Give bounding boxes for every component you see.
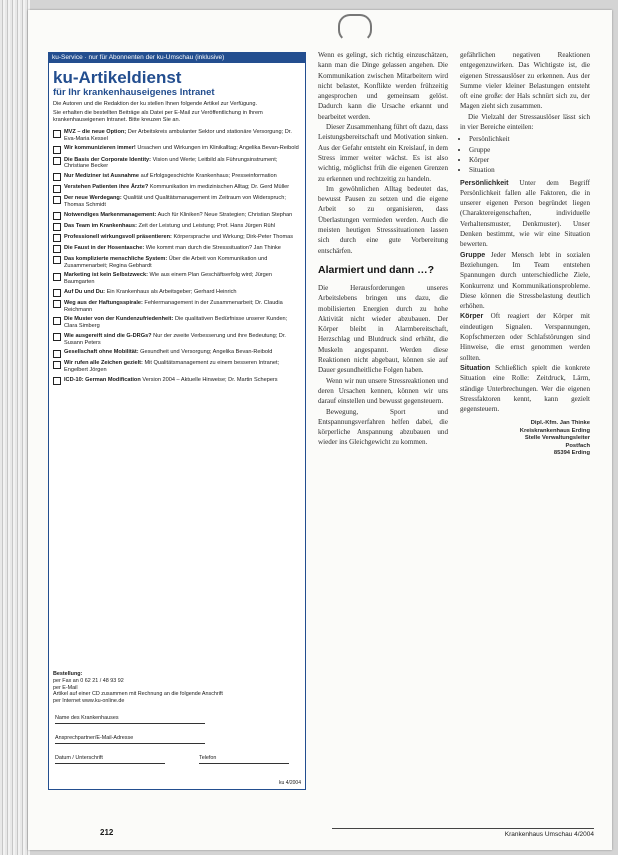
article-checkbox[interactable] bbox=[53, 256, 61, 264]
article-desc: Über die Arbeit von Kommunikation und Zusammenarbeit; Regina Gebhardt bbox=[64, 255, 268, 269]
signature-field[interactable]: Datum / Unterschrift bbox=[55, 755, 165, 764]
text-column-2 bbox=[460, 50, 590, 458]
article-title: Wir kommunizieren immer! bbox=[64, 145, 136, 152]
order-option: Artikel auf einer CD zusammen mit Rechnung an die folgende Anschrift bbox=[53, 691, 223, 698]
article-item[interactable] bbox=[53, 145, 301, 154]
list-item: • Körper bbox=[469, 155, 590, 165]
article-text bbox=[64, 195, 301, 209]
list-item: • Gruppe bbox=[469, 145, 590, 155]
intro-line: Die Autoren und die Redaktion der ku stellen Ihnen folgende Artikel zur Verfügung. bbox=[53, 101, 257, 107]
article-list bbox=[49, 126, 305, 385]
paper-clip bbox=[338, 14, 372, 42]
article-text bbox=[64, 349, 272, 358]
paragraph: Die Vielzahl der Stressauslöser lässt sich in vier Bereiche einteilen: bbox=[460, 112, 590, 132]
article-item[interactable] bbox=[53, 157, 301, 171]
article-title: Die Muster von der Kundenzufriedenheit: bbox=[64, 316, 174, 323]
hospital-name-field[interactable]: Name des Krankenhauses bbox=[55, 715, 205, 724]
article-desc: Wie kommt man durch die Stresssituation? Jan Thinke bbox=[145, 244, 281, 251]
contact-field[interactable]: Ansprechpartner/E-Mail-Adresse bbox=[55, 735, 205, 744]
article-title: Der neue Werdegang: bbox=[64, 195, 122, 202]
article-item[interactable] bbox=[53, 245, 301, 254]
binder-edge bbox=[0, 0, 30, 855]
author-signature bbox=[460, 420, 590, 458]
article-checkbox[interactable] bbox=[53, 185, 61, 193]
article-title: Weg aus der Haftungsspirale: bbox=[64, 299, 143, 306]
article-text bbox=[64, 157, 301, 171]
article-desc: Wie aus einem Plan Geschäftserfolg wird; Jürgen Baumgarten bbox=[64, 272, 272, 286]
sig-line: Kreiskrankenhaus Erding bbox=[519, 427, 590, 434]
article-checkbox[interactable] bbox=[53, 196, 61, 204]
article-checkbox[interactable] bbox=[53, 234, 61, 242]
article-text bbox=[64, 300, 301, 314]
order-option: per Internet www.ku-online.de bbox=[53, 698, 125, 705]
article-desc: Nur der zweite Verbesserung und ihre Bedeutung; Dr. Susann Peters bbox=[64, 332, 286, 346]
article-text bbox=[64, 333, 301, 347]
article-title: Gesellschaft ohne Mobilität: bbox=[64, 349, 139, 355]
article-text bbox=[64, 129, 301, 143]
article-text bbox=[64, 173, 277, 182]
article-desc: Qualität und Qualitätsmanagement im Zeitraum von Widerspruch; Thomas Schmidt bbox=[64, 195, 286, 208]
article-checkbox[interactable] bbox=[53, 223, 61, 231]
list-item: • Persönlichkeit bbox=[469, 134, 590, 144]
footer-text: Krankenhaus Umschau 4/2004 bbox=[504, 831, 594, 838]
article-checkbox[interactable] bbox=[53, 157, 61, 165]
article-item[interactable] bbox=[53, 234, 301, 243]
article-text bbox=[64, 184, 289, 193]
article-checkbox[interactable] bbox=[53, 245, 61, 253]
article-title: Marketing ist kein Selbstzweck: bbox=[64, 272, 148, 279]
sig-line: Dipl.-Kfm. Jan Thinke bbox=[530, 420, 590, 427]
article-item[interactable] bbox=[53, 349, 301, 358]
article-desc: Vision und Werte; Leitbild als Führungsinstrument; Christiane Becker bbox=[64, 156, 278, 170]
article-checkbox[interactable] bbox=[53, 130, 61, 138]
sig-line: 85394 Erding bbox=[553, 450, 590, 457]
paragraph: Schließlich spielt die konkrete Situation eine Rolle: Zeitdruck, Lärm, ständige Unterbrechungen. Wer die eigenen Stressfaktoren kennt, kann gezielt gegensteuern. bbox=[460, 363, 590, 414]
sig-line: Postfach bbox=[565, 442, 590, 449]
order-label: Bestellung: bbox=[53, 671, 83, 677]
article-text bbox=[64, 234, 293, 243]
paragraph: Im gewöhnlichen Alltag bedeutet das, bewusst Pausen zu setzen und die eigene Arbeit so zu organisieren, dass Überlastungen vermieden werden. Auch die meisten heutigen Stresssituationen lassen sich durch eine gute Vorbereitung entschärfen. bbox=[318, 184, 448, 255]
article-title: Nur Mediziner ist Ausnahme bbox=[64, 172, 140, 179]
run-in-heading: Körper bbox=[460, 312, 484, 321]
paragraph: Jeder Mensch lebt in sozialen Beziehungen. Im Team entstehen Spannungen durch unterschiedliche Ziele, Konkurrenz und Kommunikationsprobleme. Diese können die Stressbelastung deutlich erhöhen. bbox=[460, 250, 590, 311]
run-in-heading: Persönlichkeit bbox=[460, 178, 509, 187]
article-text bbox=[64, 272, 301, 286]
stressor-list bbox=[460, 134, 590, 175]
article-item[interactable] bbox=[53, 184, 301, 193]
article-title: Wir rufen alle Zeichen gezielt: bbox=[64, 360, 143, 367]
article-title: Verstehen Patienten ihre Ärzte? bbox=[64, 184, 149, 190]
paragraph: Unter dem Begriff Persönlichkeit fallen alle Faktoren, die in unserer eigenen Person begründet liegen (Charaktereigenschaften, individuelle Verhaltensmuster, Denkmuster). Unser Denken bestimmt, wie wir eine Situation bewerten. bbox=[460, 178, 590, 249]
article-checkbox[interactable] bbox=[53, 273, 61, 281]
service-band: ku-Service · nur für Abonnenten der ku-Umschau (inklusive) bbox=[49, 53, 305, 63]
article-text bbox=[64, 245, 281, 254]
run-in-heading: Gruppe bbox=[460, 250, 486, 259]
section-heading: Alarmiert und dann …? bbox=[318, 263, 435, 276]
article-checkbox[interactable] bbox=[53, 377, 61, 385]
text-column-1 bbox=[318, 50, 448, 448]
page-footer bbox=[332, 828, 594, 838]
article-title: Das Team im Krankenhaus: bbox=[64, 222, 137, 229]
article-item[interactable] bbox=[53, 173, 301, 182]
article-text bbox=[64, 316, 301, 330]
article-desc: Auch für Kliniken? Neue Strategien; Christian Stephan bbox=[157, 211, 293, 218]
article-text bbox=[64, 145, 299, 154]
article-item[interactable] bbox=[53, 289, 301, 298]
sig-line: Stelle Verwaltungsleiter bbox=[524, 435, 590, 442]
article-desc: auf Erfolgsgeschichte Krankenhaus; Presseinformation bbox=[140, 172, 277, 179]
article-item[interactable] bbox=[53, 223, 301, 232]
box-subtitle: für Ihr krankenhauseigenes Intranet bbox=[53, 87, 215, 98]
article-title: MVZ – die neue Option; bbox=[64, 129, 127, 135]
article-checkbox[interactable] bbox=[53, 361, 61, 369]
page-number: 212 bbox=[100, 828, 114, 837]
article-text bbox=[64, 377, 278, 386]
article-item[interactable] bbox=[53, 300, 301, 314]
article-item[interactable] bbox=[53, 212, 301, 221]
article-item[interactable] bbox=[53, 360, 301, 374]
article-title: ICD-10: German Modification bbox=[64, 376, 141, 383]
list-item: • Situation bbox=[469, 165, 590, 175]
article-checkbox[interactable] bbox=[53, 317, 61, 325]
article-title: Wie ausgereift sind die G-DRGs? bbox=[64, 332, 152, 339]
article-checkbox[interactable] bbox=[53, 333, 61, 341]
article-desc: Version 2004 – Aktuelle Hinweise; Dr. Martin Schepers bbox=[142, 376, 278, 383]
article-title: Notwendiges Markenmanagement: bbox=[64, 211, 157, 218]
article-title: Auf Du und Du: bbox=[64, 288, 106, 295]
article-desc: Zeit der Leistung und Leistung; Prof. Hans Jürgen Rühl bbox=[138, 222, 276, 229]
article-item[interactable] bbox=[53, 129, 301, 143]
article-item[interactable] bbox=[53, 377, 301, 386]
box-code: ku 4/2004 bbox=[279, 780, 301, 786]
article-checkbox[interactable] bbox=[53, 212, 61, 220]
paragraph: Oft reagiert der Körper mit eindeutigen Signalen. Verspannungen, Kopfschmerzen oder Schlafstörungen sind Hinweise, die ernst genommen werden sollten. bbox=[460, 312, 590, 362]
run-in-heading: Situation bbox=[460, 363, 491, 372]
article-order-box bbox=[48, 52, 306, 790]
article-checkbox[interactable] bbox=[53, 146, 61, 154]
order-option: per Fax an 0 62 21 / 48 93 92 bbox=[53, 677, 124, 684]
article-desc: Die qualitativen Bedürfnisse unserer Kunden; Clara Simberg bbox=[64, 316, 288, 330]
article-desc: Gesundheit und Versorgung; Angelika Bevan-Reibold bbox=[140, 349, 273, 355]
article-desc: Der Arbeitskreis ambulanter Sektor und stationäre Versorgung; Dr. Eva-Maria Kessel bbox=[64, 129, 292, 142]
article-item[interactable] bbox=[53, 316, 301, 330]
box-title: ku-Artikeldienst bbox=[53, 68, 182, 87]
article-desc: Kommunikation im medizinischen Alltag; Dr. Gerd Müller bbox=[149, 184, 290, 190]
article-text bbox=[64, 289, 237, 298]
article-item[interactable] bbox=[53, 195, 301, 209]
paragraph: Wenn wir nun unsere Stressreaktionen und deren Ursachen kennen, können wir uns darauf einstellen und bewusst gegensteuern. bbox=[318, 376, 448, 406]
article-item[interactable] bbox=[53, 272, 301, 286]
article-checkbox[interactable] bbox=[53, 289, 61, 297]
article-checkbox[interactable] bbox=[53, 350, 61, 358]
article-desc: Mit Qualitätsmanagement zu einem besseren Intranet; Engelbert Jörgen bbox=[64, 360, 280, 373]
article-text bbox=[64, 223, 275, 232]
article-text bbox=[64, 212, 292, 221]
intro-line: Sie erhalten die bestellten Beiträge als Datei per E-Mail zur Veröffentlichung in Ihrem krankenhauseigenen Intranet. Bitte kreuzen Sie an. bbox=[53, 110, 263, 123]
paragraph: Wenn es gelingt, sich richtig einzuschätzen, kann man die Dinge gelassen angehen. Die Kommunikation zwischen Mitarbeitern wird nicht belastet, Konflikte werden frühzeitig angesprochen und gemeinsam gelöst. Dadurch kann die Ursache erkannt und bearbeitet werden. bbox=[318, 51, 448, 121]
box-intro bbox=[49, 101, 305, 124]
article-item[interactable] bbox=[53, 333, 301, 347]
order-option: per E-Mail bbox=[53, 684, 78, 691]
article-title: Die Basis der Corporate Identity: bbox=[64, 156, 152, 163]
article-text bbox=[64, 256, 301, 270]
paragraph: Dieser Zusammenhang führt oft dazu, dass Leistungsbereitschaft und Motivation sinken. Aus der Gefahr entsteht ein Kreislauf, in dem Stress immer weiter wächst. Es ist also wichtig, möglichst früh die eigenen Grenzen zu erkennen und rechtzeitig zu handeln. bbox=[318, 123, 448, 183]
article-title: Das komplizierte menschliche System: bbox=[64, 255, 168, 262]
phone-field[interactable]: Telefon bbox=[199, 755, 289, 764]
article-title: Die Faust in der Hosentasche: bbox=[64, 244, 145, 251]
article-desc: Ein Krankenhaus als Arbeitsgeber; Gerhard Heinrich bbox=[106, 288, 237, 295]
paragraph: Die Herausforderungen unseres Arbeitslebens bringen uns dazu, die mobilisierten Energien durch zu hohe Aktivität nicht wieder abzubauen. Der Körper bleibt in Alarmbereitschaft, Herzschlag und Blutdruck sind erhöht, die Muskeln angespannt. Werden diese Reaktionen nicht abgebaut, können sie auf Dauer gesundheitliche Folgen haben. bbox=[318, 283, 448, 375]
paragraph: Bewegung, Sport und Entspannungsverfahren helfen dabei, die körperliche Anspannung abzubauen und wieder ins Gleichgewicht zu kommen. bbox=[318, 407, 448, 447]
order-section bbox=[53, 671, 299, 705]
document-page bbox=[28, 10, 612, 850]
article-text bbox=[64, 360, 301, 374]
paragraph: gefährlichen negativen Reaktionen entgegenzuwirken. Das Wichtigste ist, die eigenen Stressauslöser zu erkennen. Aus der Summe vieler kleiner Belastungen entsteht oft eine große: der Hals schnürt sich zu, der Magen zieht sich zusammen. bbox=[460, 51, 590, 111]
article-desc: Körpersprache und Wirkung; Dirk-Peter Thomas bbox=[173, 233, 294, 240]
article-checkbox[interactable] bbox=[53, 173, 61, 181]
article-title: Professionell wirkungsvoll präsentieren: bbox=[64, 233, 172, 240]
article-desc: Fehlermanagement in der Zusammenarbeit; Dr. Claudia Reichmann bbox=[64, 299, 283, 313]
article-checkbox[interactable] bbox=[53, 300, 61, 308]
article-item[interactable] bbox=[53, 256, 301, 270]
article-desc: Ursachen und Wirkungen im Klinikalltag; Angelika Bevan-Reibold bbox=[137, 145, 299, 152]
